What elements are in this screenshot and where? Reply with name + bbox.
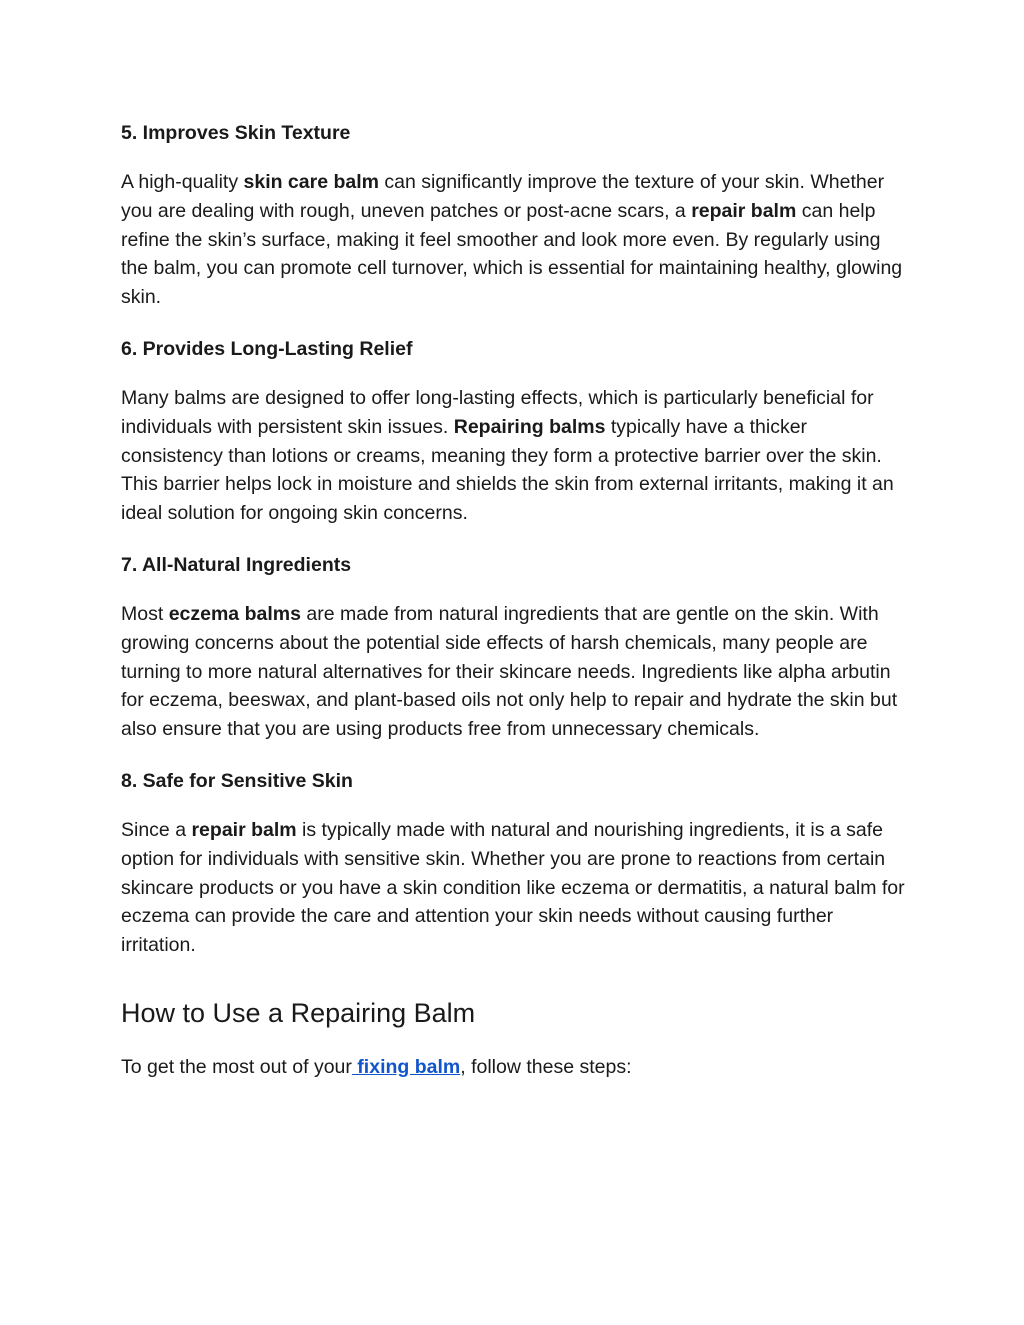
section-heading: 7. All-Natural Ingredients <box>121 553 352 576</box>
section-paragraph <box>121 600 911 744</box>
document-page <box>121 119 911 1105</box>
section-paragraph <box>121 384 911 528</box>
text-run: typically have a thicker consistency than lotions or creams, meaning they form a protective barrier over the skin. This barrier helps lock in moisture and shields the skin from external irritants, making it an ideal solution for ongoing skin concerns. <box>121 415 894 525</box>
bold-term: repair balm <box>191 818 297 841</box>
bold-term: skin care balm <box>243 171 379 193</box>
section-safe-for-sensitive-skin <box>121 767 911 960</box>
text-run: To get the most out of your <box>121 1055 352 1078</box>
section-heading: 5. Improves Skin Texture <box>121 122 351 144</box>
section-heading: 8. Safe for Sensitive Skin <box>121 769 353 792</box>
section-paragraph <box>121 168 911 312</box>
text-run: Many balms are designed to offer long-lasting effects, which is particularly beneficial for individuals with persistent skin issues. <box>121 386 874 438</box>
fixing-balm-link[interactable]: fixing balm <box>351 1055 461 1078</box>
text-run: is typically made with natural and nourishing ingredients, it is a safe option for individuals with sensitive skin. Whether you are prone to reactions from certain skincare products or you have a skin condition like eczema or dermatitis, a natural balm for eczema can provide the care and attention your skin needs without causing further irritation. <box>121 818 905 957</box>
how-to-heading: How to Use a Repairing Balm <box>121 997 476 1028</box>
text-run: are made from natural ingredients that are gentle on the skin. With growing concerns about the potential side effects of harsh chemicals, many people are turning to more natural alternatives for their skincare needs. Ingredients like alpha arbutin for eczema, beeswax, and plant-based oils not only help to repair and hydrate the skin but also ensure that you are using products free from unnecessary chemicals. <box>121 602 898 741</box>
bold-term: repair balm <box>691 199 797 222</box>
how-to-intro <box>121 1053 911 1082</box>
text-run: , follow these steps: <box>460 1055 632 1078</box>
section-all-natural-ingredients <box>121 551 911 744</box>
bold-term: eczema balms <box>168 602 301 625</box>
section-improves-skin-texture <box>121 119 911 312</box>
text-run: Most <box>121 602 169 625</box>
text-run: Since a <box>121 818 192 841</box>
text-run: A high-quality <box>121 171 244 193</box>
text-run: can help refine the skin’s surface, making it feel smoother and look more even. By regularly using the balm, you can promote cell turnover, which is essential for maintaining healthy, glowing skin. <box>121 199 903 309</box>
bold-term: Repairing balms <box>453 415 606 438</box>
section-heading: 6. Provides Long-Lasting Relief <box>121 337 413 360</box>
text-run: can significantly improve the texture of your skin. Whether you are dealing with rough, uneven patches or post-acne scars, a <box>121 171 885 222</box>
section-long-lasting-relief <box>121 335 911 528</box>
section-how-to-use <box>121 995 911 1082</box>
section-paragraph <box>121 816 911 960</box>
